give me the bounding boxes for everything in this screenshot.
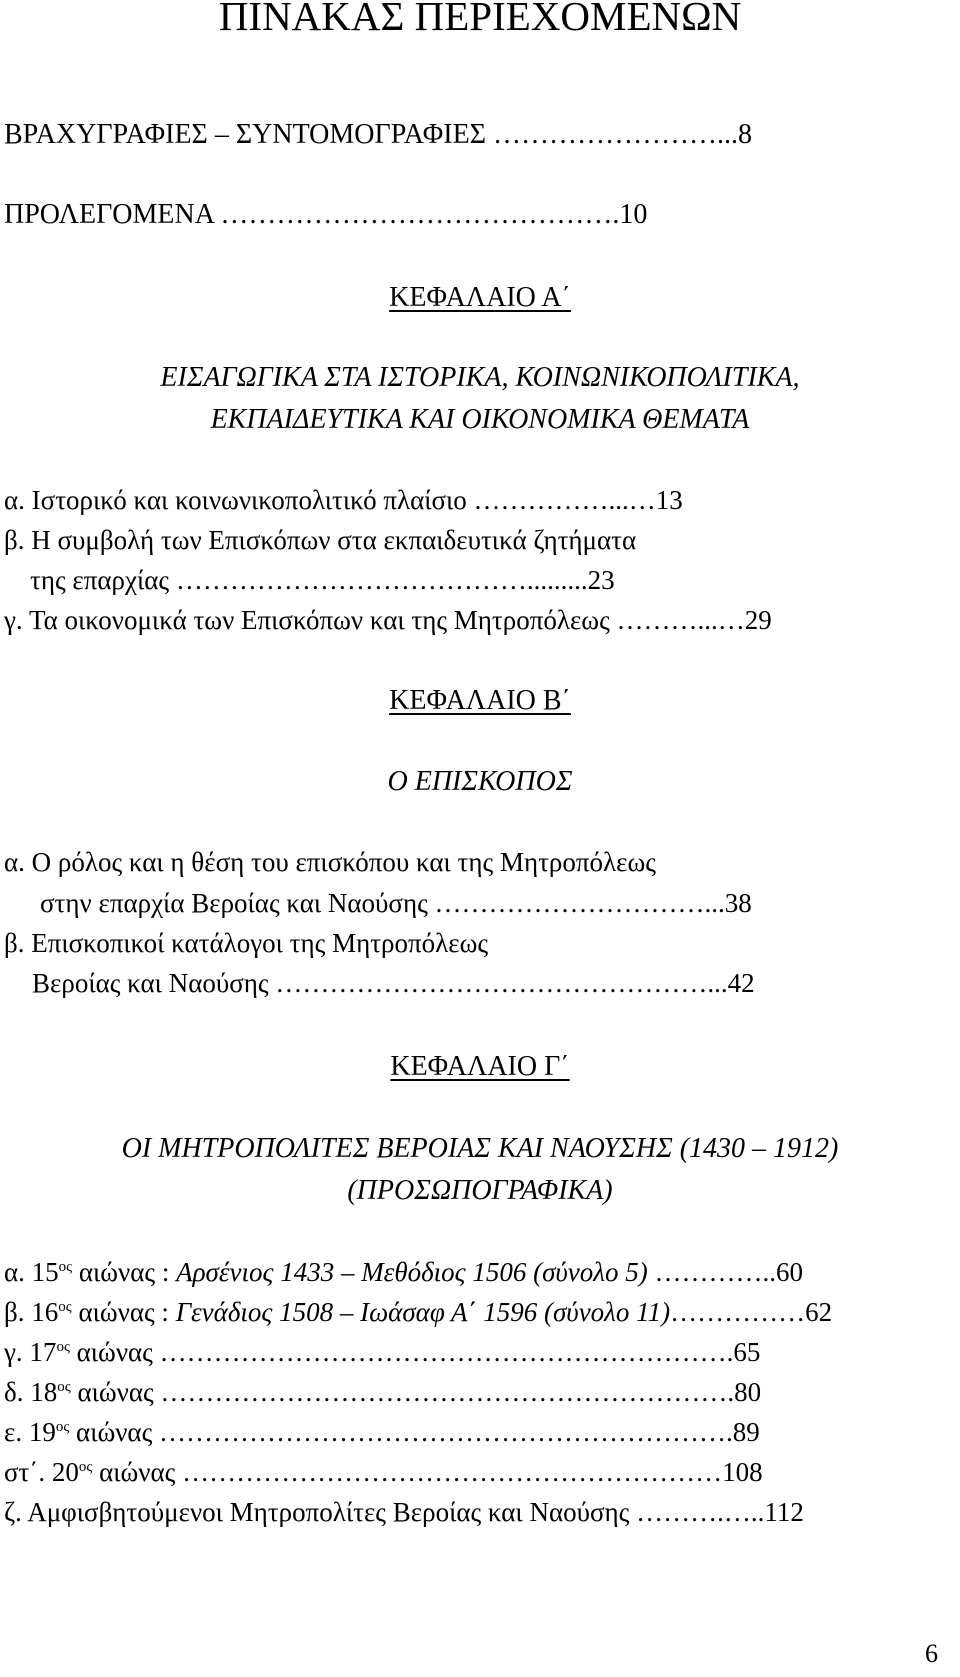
toc-page-number: 10 [619, 199, 648, 230]
toc-entry-c1[interactable] [4, 1257, 803, 1288]
toc-page-number: 23 [587, 565, 615, 595]
chapter-c-subtitle-line2: (ΠΡΟΣΩΠΟΓΡΑΦΙΚΑ) [347, 1175, 613, 1206]
toc-entry-c5[interactable] [4, 1417, 760, 1448]
toc-entry-ordinal: ος [56, 1339, 70, 1355]
toc-entry-label: α. Ιστορικό και κοινωνικοπολιτικό πλαίσιο [4, 485, 467, 515]
toc-leader: ……………………………………. [220, 199, 620, 230]
toc-entry-label: ζ. Αμφισβητούμενοι Μητροπολίτες Βεροίας και Ναούσης [4, 1497, 630, 1527]
toc-leader: ………………………………………………………. [160, 1377, 735, 1407]
toc-leader: …………………………... [434, 888, 725, 918]
toc-entry-label: β. Η συμβολή των Επισκόπων στα εκπαιδευτικά ζητήματα [4, 525, 637, 555]
toc-leader: ………...… [616, 605, 745, 635]
toc-page-number: 60 [775, 1257, 803, 1287]
toc-page-number: 65 [733, 1337, 761, 1367]
toc-entry-prefix: γ. 17 [4, 1337, 57, 1367]
toc-page-number: 62 [805, 1297, 833, 1327]
toc-entry-prolegomena[interactable] [4, 199, 647, 231]
toc-leader: ……………...… [473, 485, 656, 515]
toc-leader: ……….….. [636, 1497, 765, 1527]
toc-entry-ordinal: ος [58, 1259, 73, 1275]
toc-leader: …………………………………………... [275, 968, 728, 998]
toc-leader: ………….. [654, 1257, 776, 1287]
toc-entry-prefix: ε. 19 [4, 1417, 56, 1447]
page-title: ΠΙΝΑΚΑΣ ΠΕΡΙΕΧΟΜΕΝΩΝ [218, 0, 742, 39]
toc-entry-ordinal: ος [55, 1419, 70, 1435]
toc-entry-c4[interactable] [4, 1377, 761, 1408]
page-number: 6 [925, 1639, 938, 1668]
toc-entry-label: α. Ο ρόλος και η θέση του επισκόπου και της Μητροπόλεως [4, 847, 656, 877]
toc-entry-c3[interactable] [4, 1337, 760, 1368]
toc-entry-prefix: στ΄. 20 [4, 1457, 79, 1487]
toc-leader: ………………………………………………………. [159, 1337, 734, 1367]
toc-entry-b2[interactable] [4, 928, 488, 959]
toc-entry-a2[interactable] [4, 525, 636, 556]
chapter-c-subtitle-line1: ΟΙ ΜΗΤΡΟΠΟΛΙΤΕΣ ΒΕΡΟΙΑΣ ΚΑΙ ΝΑΟΥΣΗΣ (1430 – 1912) [121, 1133, 839, 1164]
toc-entry-label: αιώνας [70, 1377, 154, 1407]
toc-leader: ………………………………………………………. [159, 1417, 733, 1447]
toc-entry-label: γ. Τα οικονομικά των Επισκόπων και της Μητροπόλεως [4, 605, 610, 635]
chapter-b-heading: ΚΕΦΑΛΑΙΟ Β΄ [389, 685, 571, 716]
toc-entry-b1[interactable] [4, 847, 656, 878]
toc-entry-prefix: δ. 18 [4, 1377, 58, 1407]
chapter-a-subtitle-line2: ΕΚΠΑΙΔΕΥΤΙΚΑ ΚΑΙ ΟΙΚΟΝΟΜΙΚΑ ΘΕΜΑΤΑ [210, 404, 750, 435]
toc-entry-prefix: β. 16 [4, 1297, 59, 1327]
toc-page-number: 38 [724, 888, 752, 918]
chapter-a-subtitle-line1: ΕΙΣΑΓΩΓΙΚΑ ΣΤΑ ΙΣΤΟΡΙΚΑ, ΚΟΙΝΩΝΙΚΟΠΟΛΙΤΙΚΑ, [160, 362, 800, 393]
toc-page-number: 80 [734, 1377, 762, 1407]
toc-entry-label: αιώνας : [71, 1297, 176, 1327]
toc-entry-ordinal: ος [78, 1459, 93, 1475]
toc-page-number: 42 [727, 968, 755, 998]
toc-entry-label: β. Επισκοπικοί κατάλογοι της Μητροπόλεως [4, 928, 489, 958]
toc-entry-ordinal: ος [57, 1379, 71, 1395]
toc-entry-abbreviations[interactable] [4, 119, 752, 151]
toc-leader: …………………………………………………… [182, 1457, 723, 1487]
toc-entry-label: αιώνας [92, 1457, 176, 1487]
toc-entry-b2-cont[interactable] [32, 968, 755, 999]
toc-entry-label: Βεροίας και Ναούσης [32, 968, 269, 998]
toc-entry-label: της επαρχίας [30, 565, 170, 595]
toc-page-number: 89 [732, 1417, 760, 1447]
toc-page-number: 108 [722, 1457, 763, 1487]
toc-entry-label: στην επαρχία Βεροίας και Ναούσης [40, 888, 428, 918]
chapter-b-subtitle: Ο ΕΠΙΣΚΟΠΟΣ [387, 766, 573, 797]
toc-leader: …………………………………......... [175, 565, 588, 595]
toc-entry-b1-cont[interactable] [40, 888, 752, 919]
chapter-c-heading: ΚΕΦΑΛΑΙΟ Γ΄ [390, 1051, 570, 1082]
toc-entry-a1[interactable] [4, 485, 683, 516]
chapter-a-heading: ΚΕΦΑΛΑΙΟ Α΄ [389, 282, 571, 313]
toc-entry-c6[interactable] [4, 1457, 763, 1488]
toc-entry-label: αιώνας : [72, 1257, 177, 1287]
toc-entry-a3[interactable] [4, 605, 772, 636]
toc-entry-label: αιώνας [69, 1337, 153, 1367]
toc-entry-label: ΒΡΑΧΥΓΡΑΦΙΕΣ – ΣΥΝΤΟΜΟΓΡΑΦΙΕΣ [4, 119, 487, 150]
toc-entry-italic: Γενάδιος 1508 – Ιωάσαφ Α΄ 1596 (σύνολο 11) [175, 1297, 671, 1327]
toc-leader: …………… [670, 1297, 806, 1327]
toc-entry-label: αιώνας [69, 1417, 153, 1447]
toc-page-number: 13 [655, 485, 683, 515]
toc-page-number: 8 [738, 119, 753, 150]
toc-entry-c2[interactable] [4, 1297, 832, 1328]
toc-page-number: 29 [744, 605, 772, 635]
toc-entry-label: ΠΡΟΛΕΓΟΜΕΝΑ [4, 199, 214, 230]
toc-entry-c7[interactable] [4, 1497, 804, 1528]
toc-leader: ……………………... [493, 119, 739, 150]
toc-entry-prefix: α. 15 [4, 1257, 59, 1287]
toc-entry-italic: Αρσένιος 1433 – Μεθόδιος 1506 (σύνολο 5) [176, 1257, 648, 1287]
toc-entry-ordinal: ος [58, 1299, 72, 1315]
toc-entry-a2-cont[interactable] [30, 565, 615, 596]
toc-page-number: 112 [764, 1497, 804, 1527]
